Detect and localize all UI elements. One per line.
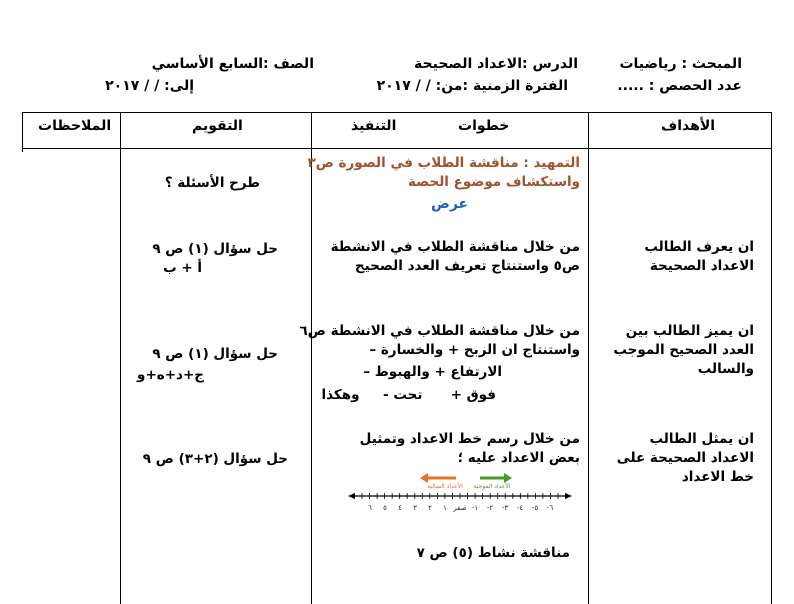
periods-label: عدد الحصص : ..... [617, 78, 742, 94]
grade-label: الصف :السابع الأساسي [151, 56, 314, 72]
row2-evaluation-1: حل سؤال (١) ص ٩ [152, 346, 278, 362]
row2-objective: ان يميز الطالب بين العدد الصحيح الموجب والسالب [613, 323, 754, 377]
table-header-bottom-border [22, 148, 772, 149]
period-from-label: الفترة الزمنية :من: / / ٢٠١٧ [376, 78, 568, 94]
row2-execution-3: الارتفاع + والهبوط – [363, 364, 502, 380]
column-steps-header: خطوات [458, 118, 510, 134]
subject-label: المبحث : رياضيات [619, 56, 742, 72]
row1-evaluation-2: أ + ب [163, 260, 202, 276]
negative-numbers-label: الأعداد السالبة [427, 483, 463, 490]
lesson-label: الدرس :الاعداد الصحيحة [414, 56, 578, 72]
row2-evaluation-2: ج+د+ه+و [137, 367, 204, 383]
negative-arrow [420, 473, 456, 483]
row3-evaluation: حل سؤال (٢+٣) ص ٩ [142, 451, 288, 467]
tick-label: ٢ [428, 504, 432, 512]
row2-execution-4: فوق + تحت - وهكذا [321, 387, 496, 403]
column-evaluation-header: التقويم [192, 118, 243, 134]
tick-label: -٦ [546, 504, 554, 512]
tick-label: -٤ [516, 504, 524, 512]
row2-execution-1: من خلال مناقشة الطلاب في الانشطة ص٦ [299, 323, 580, 339]
intro-present-label: عرض [431, 196, 469, 212]
table-divider-execution [588, 112, 589, 604]
number-line-diagram [340, 468, 580, 528]
intro-line-2: واستكشاف موضوع الحصة [407, 174, 580, 190]
tick-label: -٥ [531, 504, 539, 512]
tick-label: -٣ [501, 504, 509, 512]
column-notes-header: الملاحظات [38, 118, 112, 134]
tick-label: ٤ [398, 504, 402, 512]
period-to-label: إلى: / / ٢٠١٧ [105, 78, 194, 94]
column-execution-header: التنفيذ [351, 118, 397, 134]
activity-line: مناقشة نشاط (٥) ص ٧ [416, 545, 570, 561]
row1-execution: من خلال مناقشة الطلاب في الانشطة ص٥ واستنتاج تعريف العدد الصحيح [330, 239, 580, 274]
intro-line-1: التمهيد : مناقشة الطلاب في الصورة ص٣ [307, 155, 580, 171]
positive-numbers-label: الأعداد الموجبة [473, 483, 511, 490]
table-divider-evaluation [311, 112, 312, 604]
row2-execution-2: واستنتاج ان الربح + والخسارة – [369, 342, 580, 358]
tick-label: ٥ [383, 504, 387, 512]
row1-evaluation-1: حل سؤال (١) ص ٩ [152, 241, 278, 257]
tick-label: صفر [453, 504, 467, 512]
tick-label: ٣ [413, 504, 417, 512]
row1-objective: ان يعرف الطالب الاعداد الصحيحة [644, 239, 754, 274]
table-right-border [771, 112, 772, 604]
table-divider-notes [120, 112, 121, 604]
column-objectives-header: الأهداف [661, 118, 716, 134]
tick-label: -٢ [486, 504, 494, 512]
evaluation-questions: طرح الأسئلة ؟ [164, 175, 260, 191]
table-top-border [22, 112, 772, 113]
tick-labels [368, 504, 553, 512]
table-left-border [22, 112, 23, 152]
row3-execution: من خلال رسم خط الاعداد وتمثيل بعض الاعداد عليه ؛ [359, 431, 580, 466]
positive-arrow [480, 473, 512, 483]
tick-label: ٦ [368, 504, 372, 512]
row3-objective: ان يمثل الطالب الاعداد الصحيحة على خط الاعداد [616, 431, 754, 485]
tick-label: -١ [471, 504, 479, 512]
tick-label: ١ [443, 504, 447, 512]
